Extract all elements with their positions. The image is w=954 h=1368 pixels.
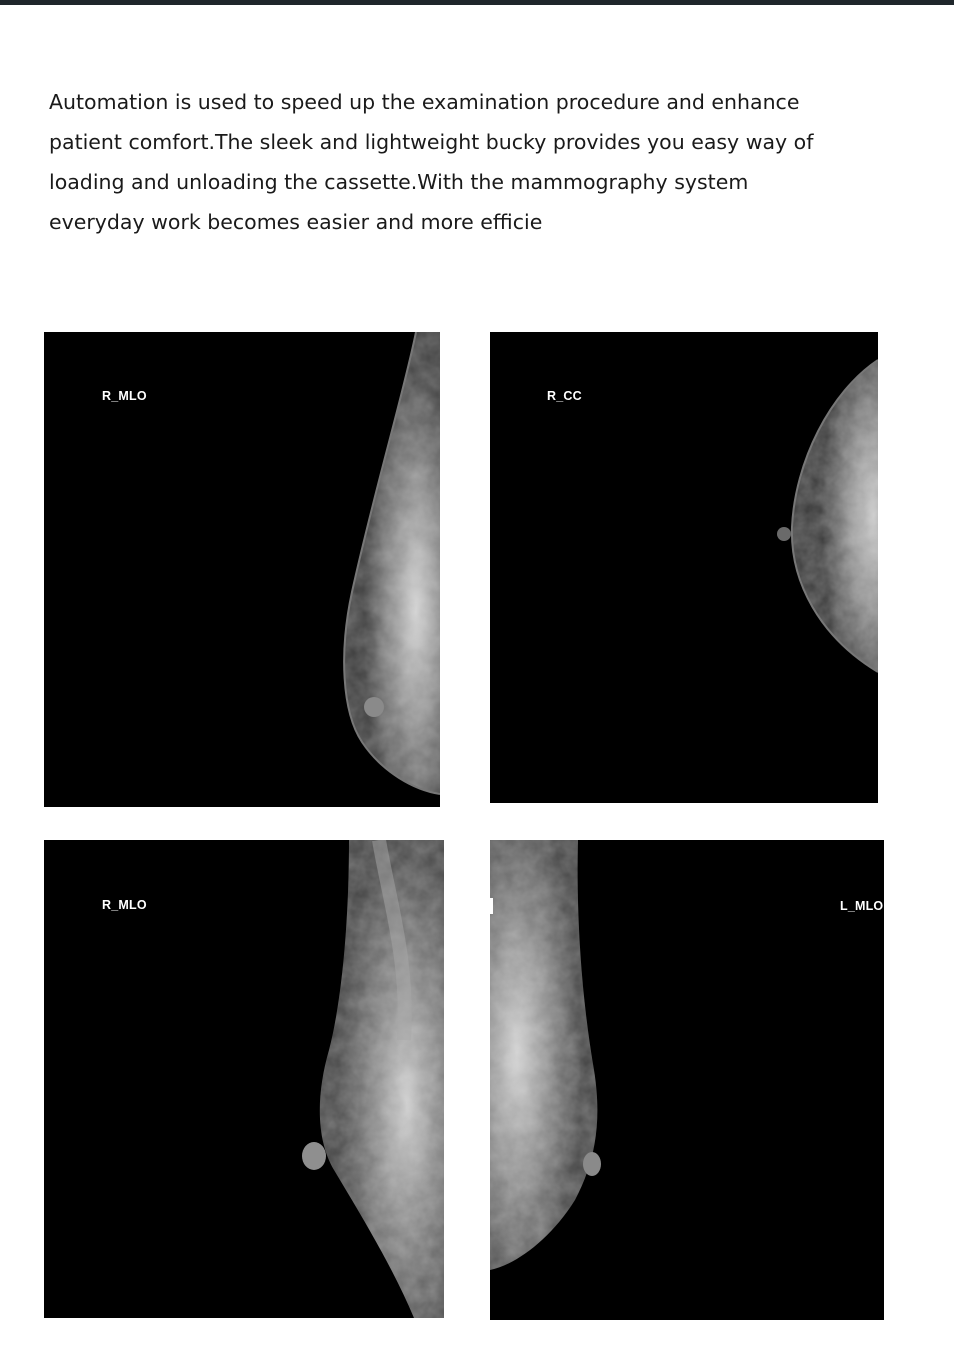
mammogram-r-mlo-bottom xyxy=(44,840,444,1318)
mammogram-r-mlo-top xyxy=(44,332,440,807)
mammogram-l-mlo-image xyxy=(490,840,884,1320)
mammogram-r-cc xyxy=(490,332,878,803)
view-label: R_MLO xyxy=(102,389,147,403)
view-label: R_CC xyxy=(547,389,582,403)
mammogram-l-mlo xyxy=(490,840,884,1320)
view-label: L_MLO xyxy=(840,899,884,913)
description-paragraph: Automation is used to speed up the examination procedure and enhance patient comfort.The sleek and lightweight bucky provides you easy way of loading and unloading the cassette.With the mammography system everyday work becomes easier and more efficie xyxy=(49,90,814,234)
top-bar xyxy=(0,0,954,5)
mammogram-r-mlo-top-image xyxy=(44,332,440,807)
view-label: R_MLO xyxy=(102,898,147,912)
